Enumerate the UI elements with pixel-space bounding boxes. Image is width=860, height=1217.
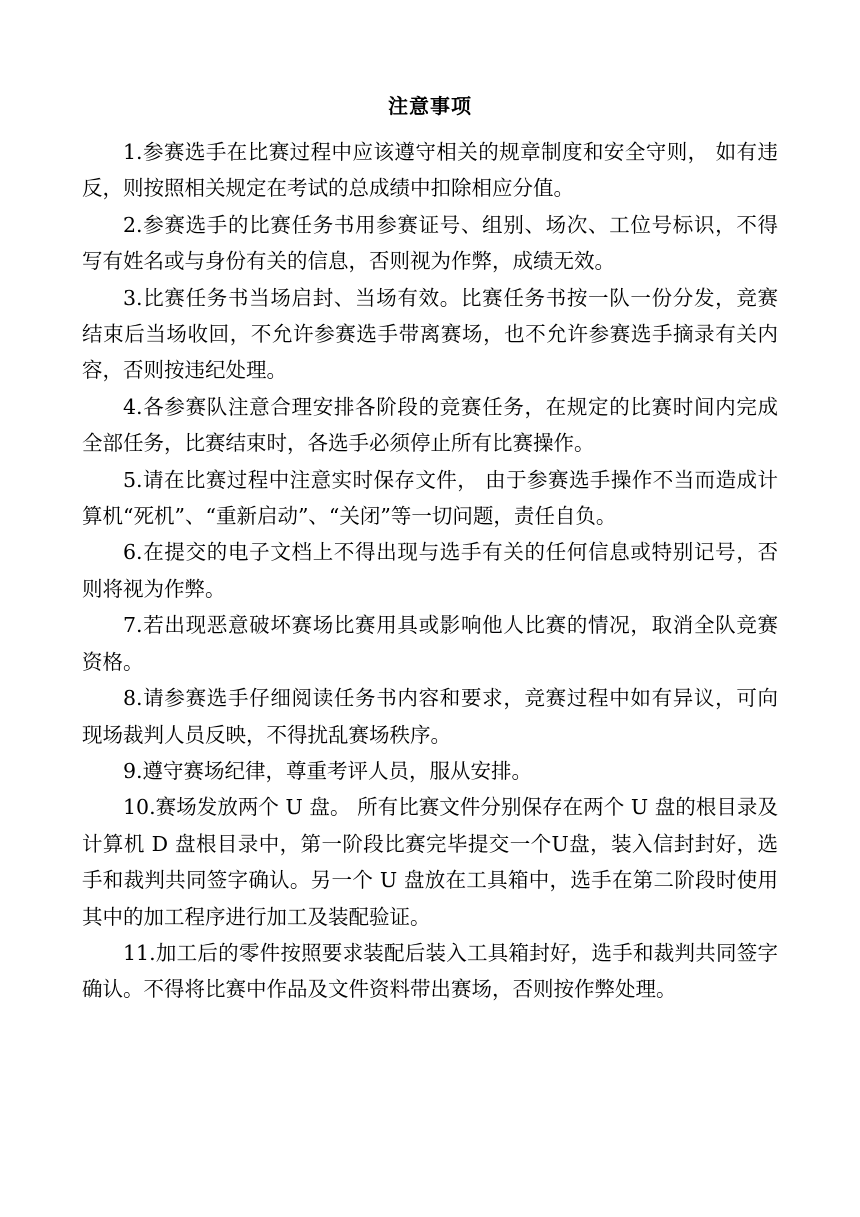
notice-item-7: 7.若出现恶意破坏赛场比赛用具或影响他人比赛的情况，取消全队竞赛资格。 bbox=[82, 613, 778, 674]
notice-item-4: 4.各参赛队注意合理安排各阶段的竞赛任务，在规定的比赛时间内完成全部任务，比赛结束时，各选手必须停止所有比赛操作。 bbox=[82, 394, 778, 456]
notice-item-5: 5.请在比赛过程中注意实时保存文件， 由于参赛选手操作不当而造成计算机“死机”、“重新启动”、“关闭”等一切问题，责任自负。 bbox=[82, 467, 778, 529]
page-title: 注意事项 bbox=[388, 94, 472, 118]
notice-item-8: 8.请参赛选手仔细阅读任务书内容和要求，竞赛过程中如有异议，可向现场裁判人员反映，不得扰乱赛场秩序。 bbox=[82, 686, 778, 747]
notice-item-10: 10.赛场发放两个 U 盘。 所有比赛文件分别保存在两个 U 盘的根目录及计算机 D 盘根目录中，第一阶段比赛完毕提交一个U盘，装入信封封好，选手和裁判共同签字确认。另一个 U 盘放在工具箱中，选手在第二阶段时使用其中的加工程序进行加工及装配验证。 bbox=[82, 795, 778, 929]
notice-item-3: 3.比赛任务书当场启封、当场有效。比赛任务书按一队一份分发，竞赛结束后当场收回，不允许参赛选手带离赛场，也不允许参赛选手摘录有关内容，否则按违纪处理。 bbox=[82, 285, 778, 383]
notice-item-6: 6.在提交的电子文档上不得出现与选手有关的任何信息或特别记号，否则将视为作弊。 bbox=[82, 540, 778, 601]
notice-item-11: 11.加工后的零件按照要求装配后装入工具箱封好，选手和裁判共同签字确认。不得将比赛中作品及文件资料带出赛场，否则按作弊处理。 bbox=[82, 940, 778, 1002]
notice-list bbox=[82, 134, 778, 1008]
notice-item-9: 9.遵守赛场纪律，尊重考评人员，服从安排。 bbox=[123, 758, 533, 783]
notice-item-2: 2.参赛选手的比赛任务书用参赛证号、组别、场次、工位号标识，不得写有姓名或与身份有关的信息，否则视为作弊，成绩无效。 bbox=[82, 212, 778, 274]
notice-item-1: 1.参赛选手在比赛过程中应该遵守相关的规章制度和安全守则， 如有违反，则按照相关规定在考试的总成绩中扣除相应分值。 bbox=[82, 140, 778, 201]
